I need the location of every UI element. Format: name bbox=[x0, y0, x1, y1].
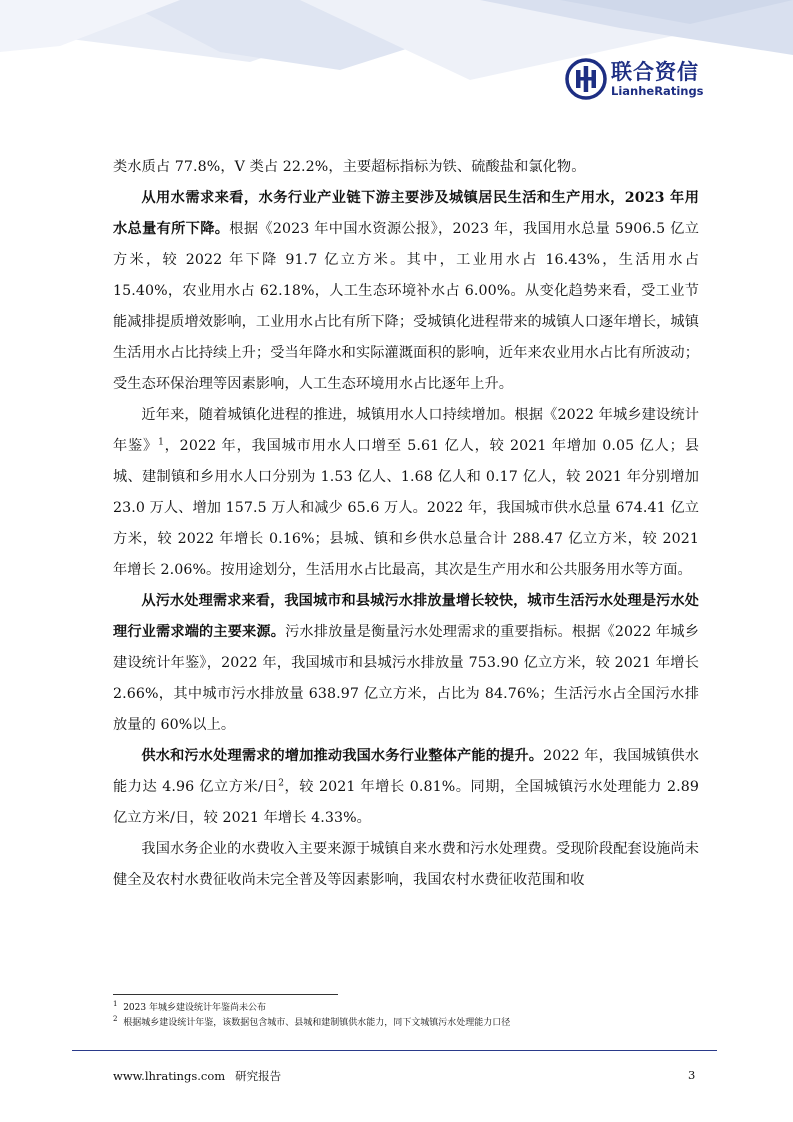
footnote-divider bbox=[113, 994, 338, 995]
paragraph-text: 近年来，随着城镇化进程的推进，城镇用水人口持续增加。根据《2022 年城乡建设统计年鉴》 bbox=[113, 407, 699, 454]
paragraph-text: 2022 年，我国城镇供水能力达 4.96 亿立方米/日 bbox=[113, 748, 699, 795]
footnote-number: 2 bbox=[113, 1015, 118, 1023]
paragraph-text: ，较 2021 年增长 0.81%。同期，全国城镇污水处理能力 2.89 亿立方米/日，较 2021 年增长 4.33%。 bbox=[113, 779, 700, 826]
footnote-ref-1: 1 bbox=[158, 437, 164, 448]
footnote-ref-2: 2 bbox=[278, 778, 285, 789]
report-body bbox=[113, 152, 699, 896]
footnote-text: 2023 年城乡建设统计年鉴尚未公布 bbox=[123, 1003, 266, 1013]
paragraph-water-demand bbox=[113, 183, 699, 400]
paragraph-water-fees: 我国水务企业的水费收入主要来源于城镇自来水费和污水处理费。受现阶段配套设施尚未健全及农村水费征收尚未完全普及等因素影响，我国农村水费征收范围和收 bbox=[113, 841, 699, 888]
paragraph-lead: 供水和污水处理需求的增加推动我国水务行业整体产能的提升。 bbox=[141, 748, 544, 764]
paragraph-water-population bbox=[113, 400, 699, 586]
brand-name-en: LianheRatings bbox=[611, 84, 704, 98]
paragraph-sewage-demand bbox=[113, 586, 699, 741]
footnote-number: 1 bbox=[113, 1000, 118, 1008]
footer-website-link[interactable]: www.lhratings.com bbox=[113, 1069, 226, 1083]
brand-name-cn: 联合资信 bbox=[611, 60, 699, 84]
lianhe-logo-icon bbox=[565, 58, 607, 100]
footnote-1 bbox=[113, 1001, 699, 1016]
footer-doc-type: 研究报告 bbox=[235, 1069, 282, 1083]
footnote-text: 根据城乡建设统计年鉴，该数据包含城市、县城和建制镇供水能力，同下文城镇污水处理能力口径 bbox=[123, 1018, 511, 1028]
footer-divider bbox=[72, 1050, 717, 1051]
paragraph-lead: 从用水需求来看，水务行业产业链下游主要涉及城镇居民生活和生产用水，2023 年用水总量有所下降。 bbox=[113, 190, 699, 237]
paragraph-lead: 从污水处理需求来看，我国城市和县城污水排放量增长较快，城市生活污水处理是污水处理行业需求端的主要来源。 bbox=[113, 593, 699, 640]
page-footer bbox=[113, 1068, 291, 1084]
footnotes bbox=[113, 1001, 699, 1031]
paragraph-capacity bbox=[113, 741, 699, 834]
paragraph-text: ，2022 年，我国城市用水人口增至 5.61 亿人，较 2021 年增加 0.05 亿人；县城、建制镇和乡用水人口分别为 1.53 亿人、1.68 亿人和 0.17 亿人，较 2021 年分别增加 23.0 万人、增加 157.5 万人和减少 65.6 万人。2022 年，我国城市供水总量 674.41 亿立方米，较 2022 年增长 0.16%；县城、镇和乡供水总量合计 288.47 亿立方米，较 2021 年增长 2.06%。按用途划分，生活用水占比最高，其次是生产用水和公共服务用水等方面。 bbox=[113, 438, 699, 578]
footnote-2 bbox=[113, 1016, 699, 1031]
page-number: 3 bbox=[688, 1068, 696, 1082]
paragraph-text: 污水排放量是衡量污水处理需求的重要指标。根据《2022 年城乡建设统计年鉴》，2022 年，我国城市和县城污水排放量 753.90 亿立方米，较 2021 年增长 2.66%，其中城市污水排放量 638.97 亿立方米，占比为 84.76%；生活污水占全国污水排放量的 60%以上。 bbox=[113, 624, 700, 733]
paragraph-water-quality: 类水质占 77.8%，V 类占 22.2%，主要超标指标为铁、硫酸盐和氯化物。 bbox=[113, 159, 586, 175]
paragraph-text: 根据《2023 年中国水资源公报》，2023 年，我国用水总量 5906.5 亿立方米，较 2022 年下降 91.7 亿立方米。其中，工业用水占 16.43%，生活用水占 15.40%，农业用水占 62.18%，人工生态环境补水占 6.00%。从变化趋势来看，受工业节能减排提质增效影响，工业用水占比有所下降；受城镇化进程带来的城镇人口逐年增长，城镇生活用水占比持续上升；受当年降水和实际灌溉面积的影响，近年来农业用水占比有所波动；受生态环保治理等因素影响，人工生态环境用水占比逐年上升。 bbox=[113, 221, 699, 392]
